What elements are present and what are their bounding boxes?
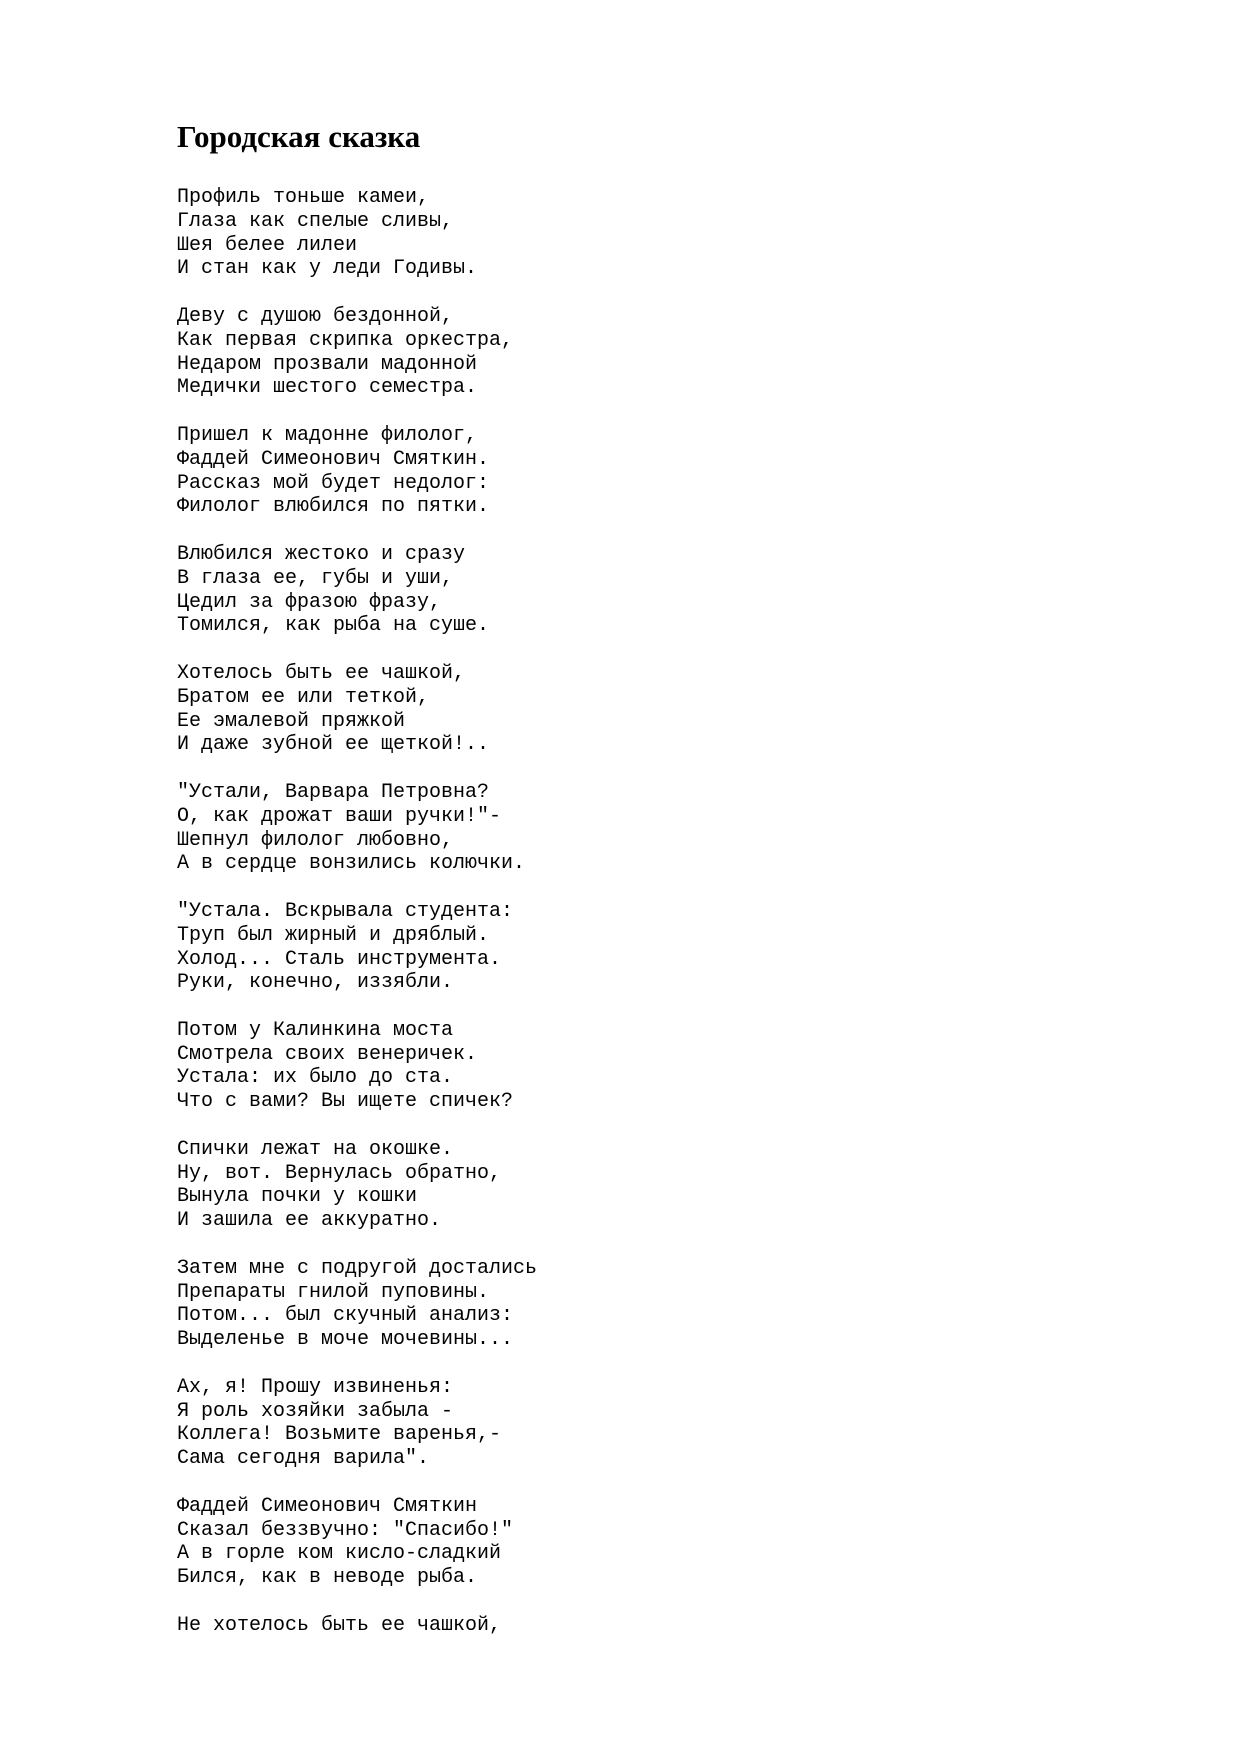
poem-line: Как первая скрипка оркестра, (177, 328, 514, 352)
poem-line: Спички лежат на окошке. (177, 1137, 454, 1161)
stanza (177, 543, 537, 638)
poem-line: Шея белее лилеи (177, 233, 358, 257)
poem-line: Что с вами? Вы ищете спичек? (177, 1090, 514, 1114)
stanza (177, 900, 537, 995)
stanza (177, 1138, 537, 1233)
poem-line: Потом у Калинкина моста (177, 1018, 454, 1042)
poem-line: Филолог влюбился по пятки. (177, 495, 490, 519)
poem-line: "Устали, Варвара Петровна? (177, 780, 490, 804)
stanza (177, 662, 537, 757)
poem-line: Я роль хозяйки забыла - (177, 1399, 454, 1423)
poem-body (177, 186, 537, 1661)
poem-line: Устала: их было до ста. (177, 1066, 454, 1090)
poem-line: В глаза ее, губы и уши, (177, 566, 454, 590)
poem-line: Труп был жирный и дряблый. (177, 923, 490, 947)
poem-line: Фаддей Симеонович Смяткин (177, 1494, 478, 1518)
poem-line: Сама сегодня варила". (177, 1447, 430, 1471)
poem-line: Деву с душою бездонной, (177, 304, 454, 328)
poem-line: Профиль тоньше камеи, (177, 186, 430, 209)
poem-line: О, как дрожат ваши ручки!"- (177, 804, 502, 828)
poem-line: И стан как у леди Годивы. (177, 257, 478, 281)
poem-line: "Устала. Вскрывала студента: (177, 899, 514, 923)
poem-line: Выделенье в моче мочевины... (177, 1328, 514, 1352)
poem-line: Сказал беззвучно: "Спасибо!" (177, 1518, 514, 1542)
stanza (177, 781, 537, 876)
stanza (177, 1495, 537, 1590)
poem-line: Рассказ мой будет недолог: (177, 471, 490, 495)
stanza (177, 1019, 537, 1114)
stanza (177, 1257, 537, 1352)
stanza (177, 424, 537, 519)
poem-line: Бился, как в неводе рыба. (177, 1566, 478, 1590)
poem-line: Руки, конечно, иззябли. (177, 971, 454, 995)
poem-line: Хотелось быть ее чашкой, (177, 661, 466, 685)
poem-line: Затем мне с подругой достались (177, 1256, 538, 1280)
poem-line: Коллега! Возьмите варенья,- (177, 1423, 502, 1447)
poem-line: И зашила ее аккуратно. (177, 1209, 442, 1233)
poem-line: Ну, вот. Вернулась обратно, (177, 1161, 502, 1185)
poem-line: Препараты гнилой пуповины. (177, 1280, 490, 1304)
poem-line: Шепнул филолог любовно, (177, 828, 454, 852)
poem-line: Влюбился жестоко и сразу (177, 542, 466, 566)
poem-line: Медички шестого семестра. (177, 376, 478, 400)
poem-line: Смотрела своих венеричек. (177, 1042, 478, 1066)
poem-title: Городская сказка (177, 119, 421, 154)
poem-line: Не хотелось быть ее чашкой, (177, 1613, 502, 1637)
poem-line: Потом... был скучный анализ: (177, 1304, 514, 1328)
poem-line: А в сердце вонзились колючки. (177, 852, 526, 876)
poem-line: Фаддей Симеонович Смяткин. (177, 447, 490, 471)
poem-line: Недаром прозвали мадонной (177, 352, 478, 376)
poem-line: Вынула почки у кошки (177, 1185, 418, 1209)
poem-line: Братом ее или теткой, (177, 685, 430, 709)
stanza (177, 1614, 537, 1638)
poem-line: Томился, как рыба на суше. (177, 614, 490, 638)
stanza (177, 186, 537, 281)
poem-line: А в горле ком кисло-сладкий (177, 1542, 502, 1566)
poem-line: Цедил за фразою фразу, (177, 590, 442, 614)
poem-line: И даже зубной ее щеткой!.. (177, 733, 490, 757)
stanza (177, 305, 537, 400)
poem-line: Глаза как спелые сливы, (177, 209, 454, 233)
poem-line: Пришел к мадонне филолог, (177, 423, 478, 447)
poem-line: Ах, я! Прошу извиненья: (177, 1375, 454, 1399)
stanza (177, 1376, 537, 1471)
poem-line: Холод... Сталь инструмента. (177, 947, 502, 971)
poem-line: Ее эмалевой пряжкой (177, 709, 406, 733)
